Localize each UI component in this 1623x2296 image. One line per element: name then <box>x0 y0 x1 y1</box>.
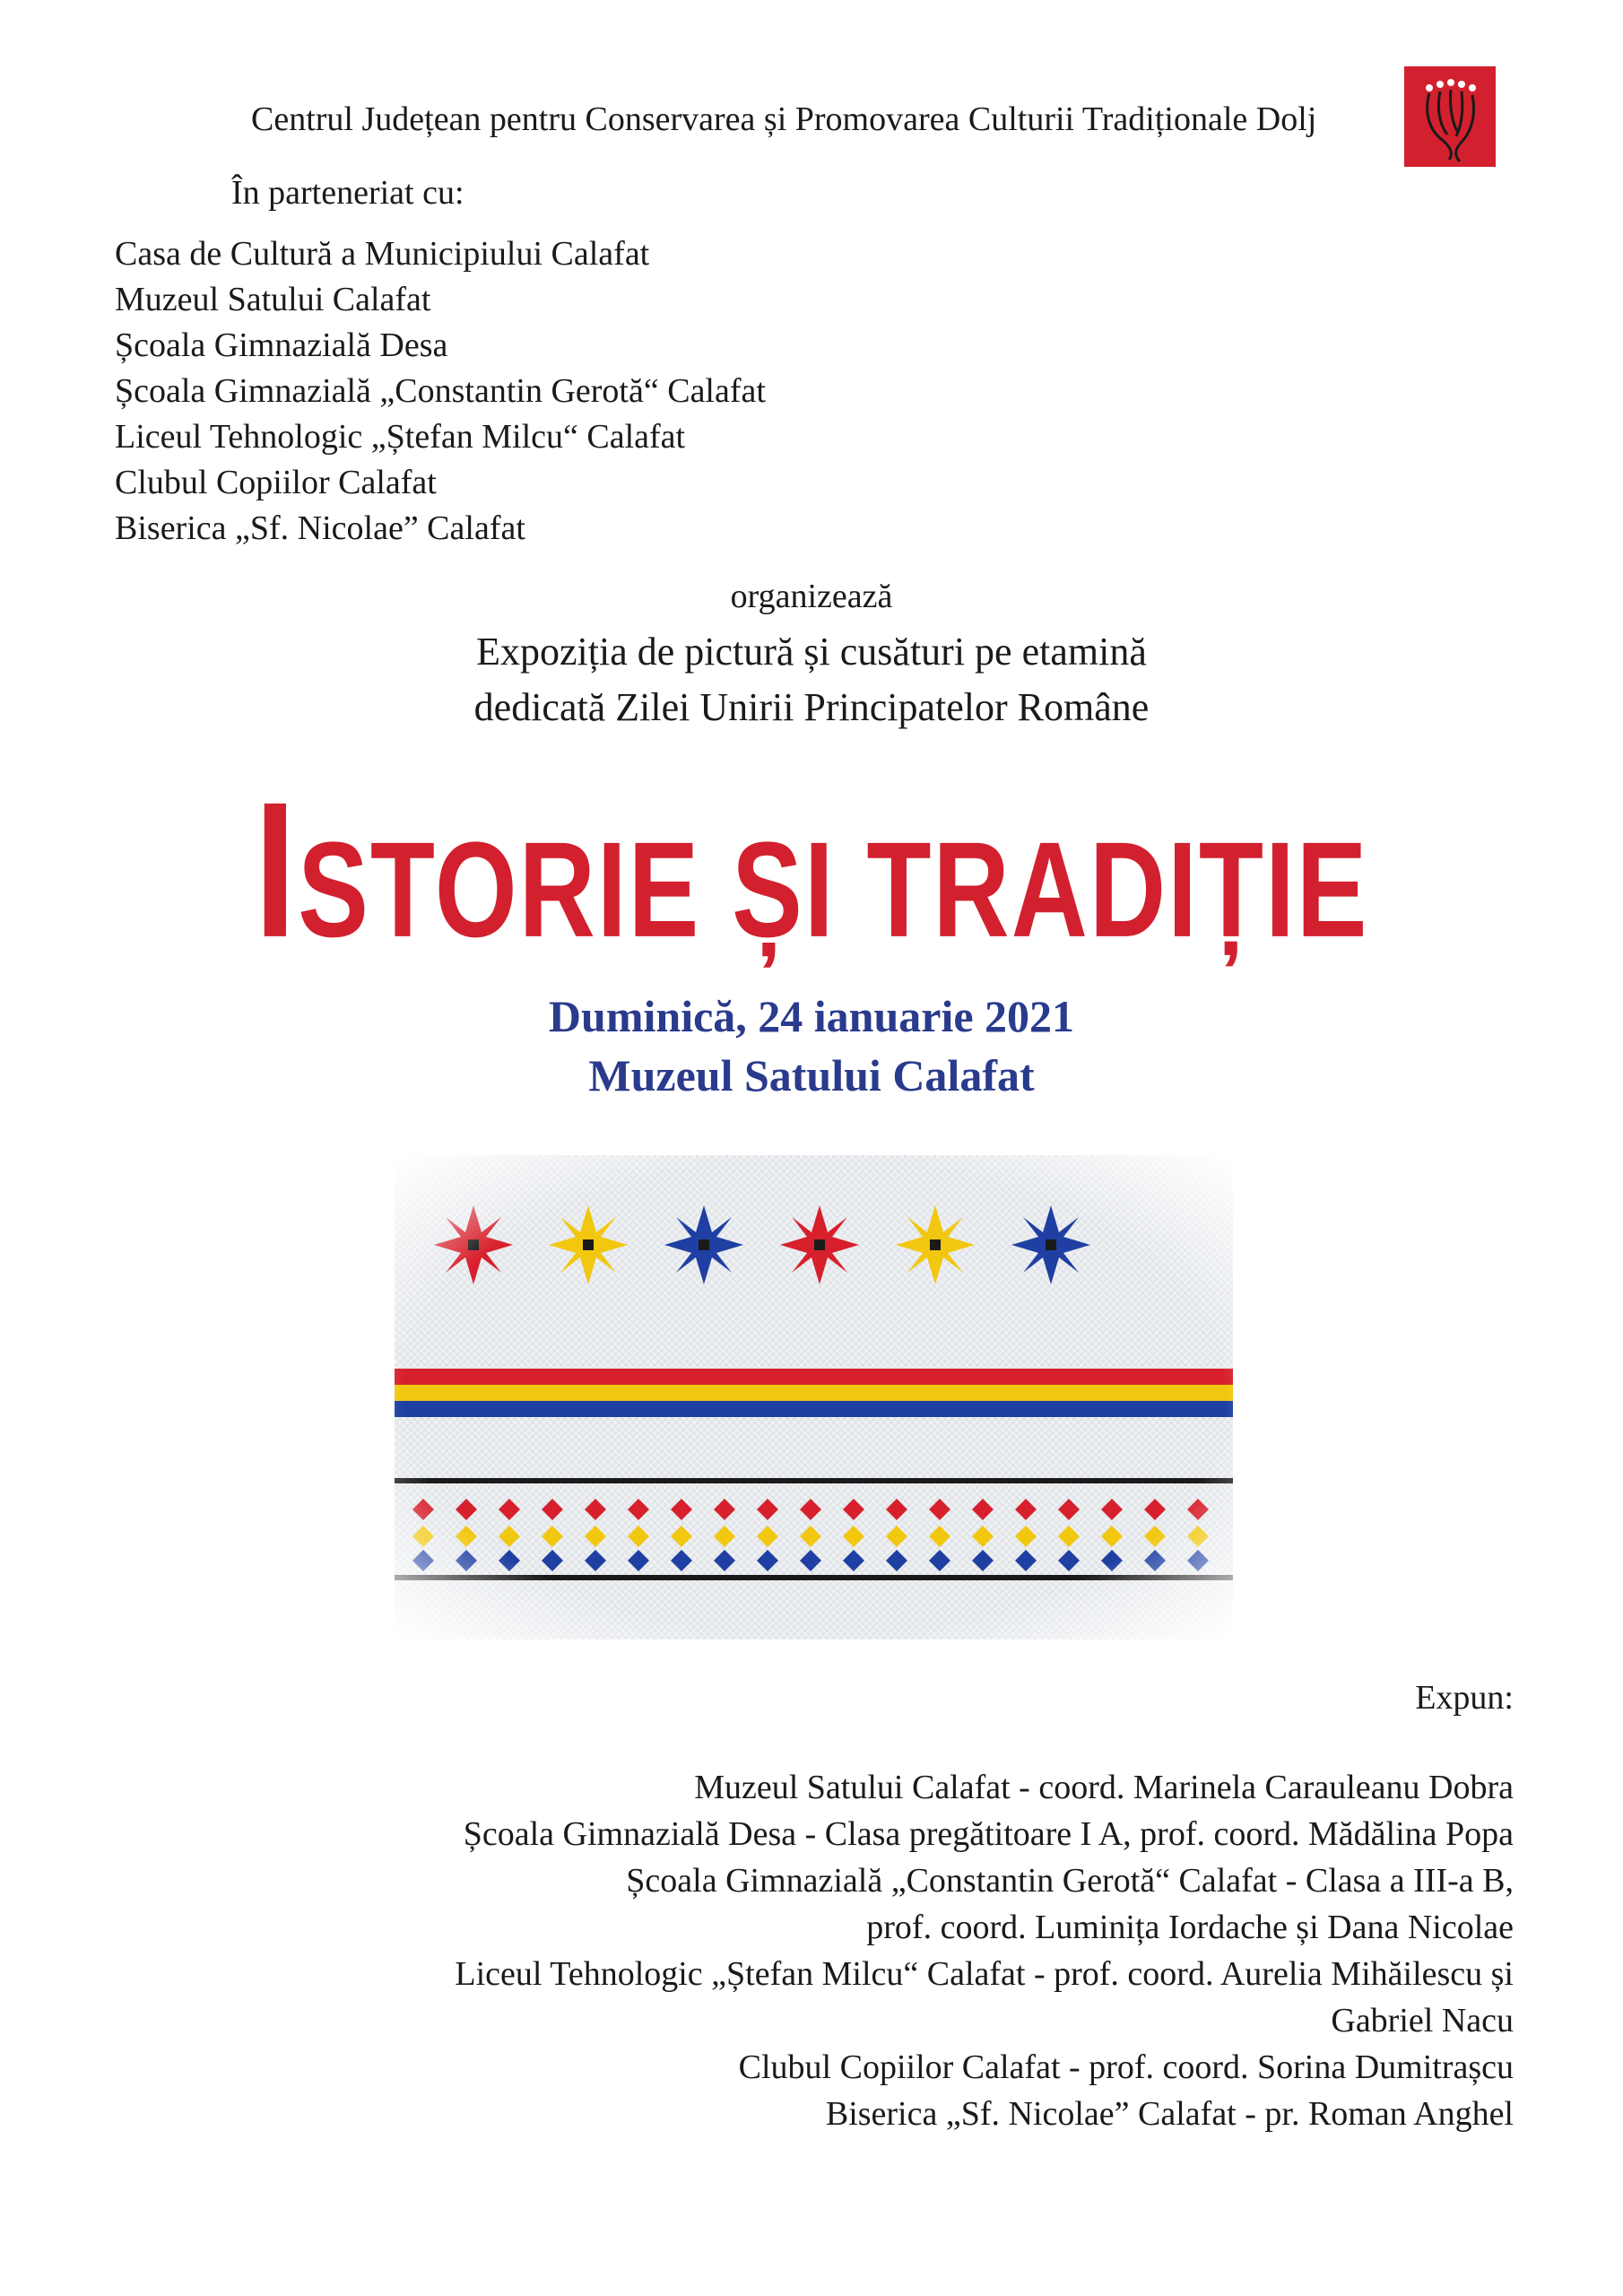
exhibitors-label: Expun: <box>1415 1679 1514 1717</box>
organizer-name: Centrul Județean pentru Conservarea și Promovarea Culturii Tradiționale Dolj <box>251 100 1317 138</box>
title-first-letter: I <box>254 761 299 978</box>
title-rest: STORIE ȘI TRADIȚIE <box>298 814 1369 967</box>
exhibition-description <box>0 624 1623 735</box>
exhibition-line-1: Expoziția de pictură și cusături pe etamină <box>476 630 1147 674</box>
partner-item: Biserica „Sf. Nicolae” Calafat <box>115 509 525 547</box>
exhibition-line-2: dedicată Zilei Unirii Principatelor Române <box>473 685 1150 729</box>
exhibitor-item: prof. coord. Luminița Iordache și Dana Nicolae <box>866 1909 1514 1946</box>
partner-item: Școala Gimnazială „Constantin Gerotă“ Calafat <box>115 372 766 410</box>
institution-logo <box>1404 66 1496 167</box>
exhibitor-item: Liceul Tehnologic „Ștefan Milcu“ Calafat - prof. coord. Aurelia Mihăilescu și <box>455 1955 1514 1993</box>
partners-list <box>115 231 766 552</box>
partner-item: Școala Gimnazială Desa <box>115 326 448 364</box>
exhibitor-item: Gabriel Nacu <box>1331 2002 1514 2039</box>
event-place: Muzeul Satului Calafat <box>588 1050 1035 1100</box>
partner-item: Casa de Cultură a Municipiului Calafat <box>115 235 650 273</box>
organizes-label: organizează <box>730 578 893 615</box>
exhibitor-item: Muzeul Satului Calafat - coord. Marinela Carauleanu Dobra <box>694 1769 1514 1806</box>
embroidery-image <box>395 1155 1233 1639</box>
exhibitor-item: Clubul Copiilor Calafat - prof. coord. Sorina Dumitrașcu <box>738 2048 1514 2086</box>
partner-item: Clubul Copiilor Calafat <box>115 464 437 501</box>
exhibitor-item: Școala Gimnazială Desa - Clasa pregătitoare I A, prof. coord. Mădălina Popa <box>463 1815 1514 1853</box>
event-info <box>0 987 1623 1105</box>
partnership-label: În parteneriat cu: <box>231 174 464 212</box>
exhibitor-item: Biserica „Sf. Nicolae” Calafat - pr. Roman Anghel <box>825 2095 1514 2133</box>
partner-item: Muzeul Satului Calafat <box>115 281 431 318</box>
event-date: Duminică, 24 ianuarie 2021 <box>548 991 1075 1041</box>
exhibitor-item: Școala Gimnazială „Constantin Gerotă“ Calafat - Clasa a III-a B, <box>626 1862 1514 1900</box>
partner-item: Liceul Tehnologic „Ștefan Milcu“ Calafat <box>115 418 686 456</box>
exhibitors-list <box>455 1765 1514 2138</box>
poster-title <box>0 761 1623 978</box>
